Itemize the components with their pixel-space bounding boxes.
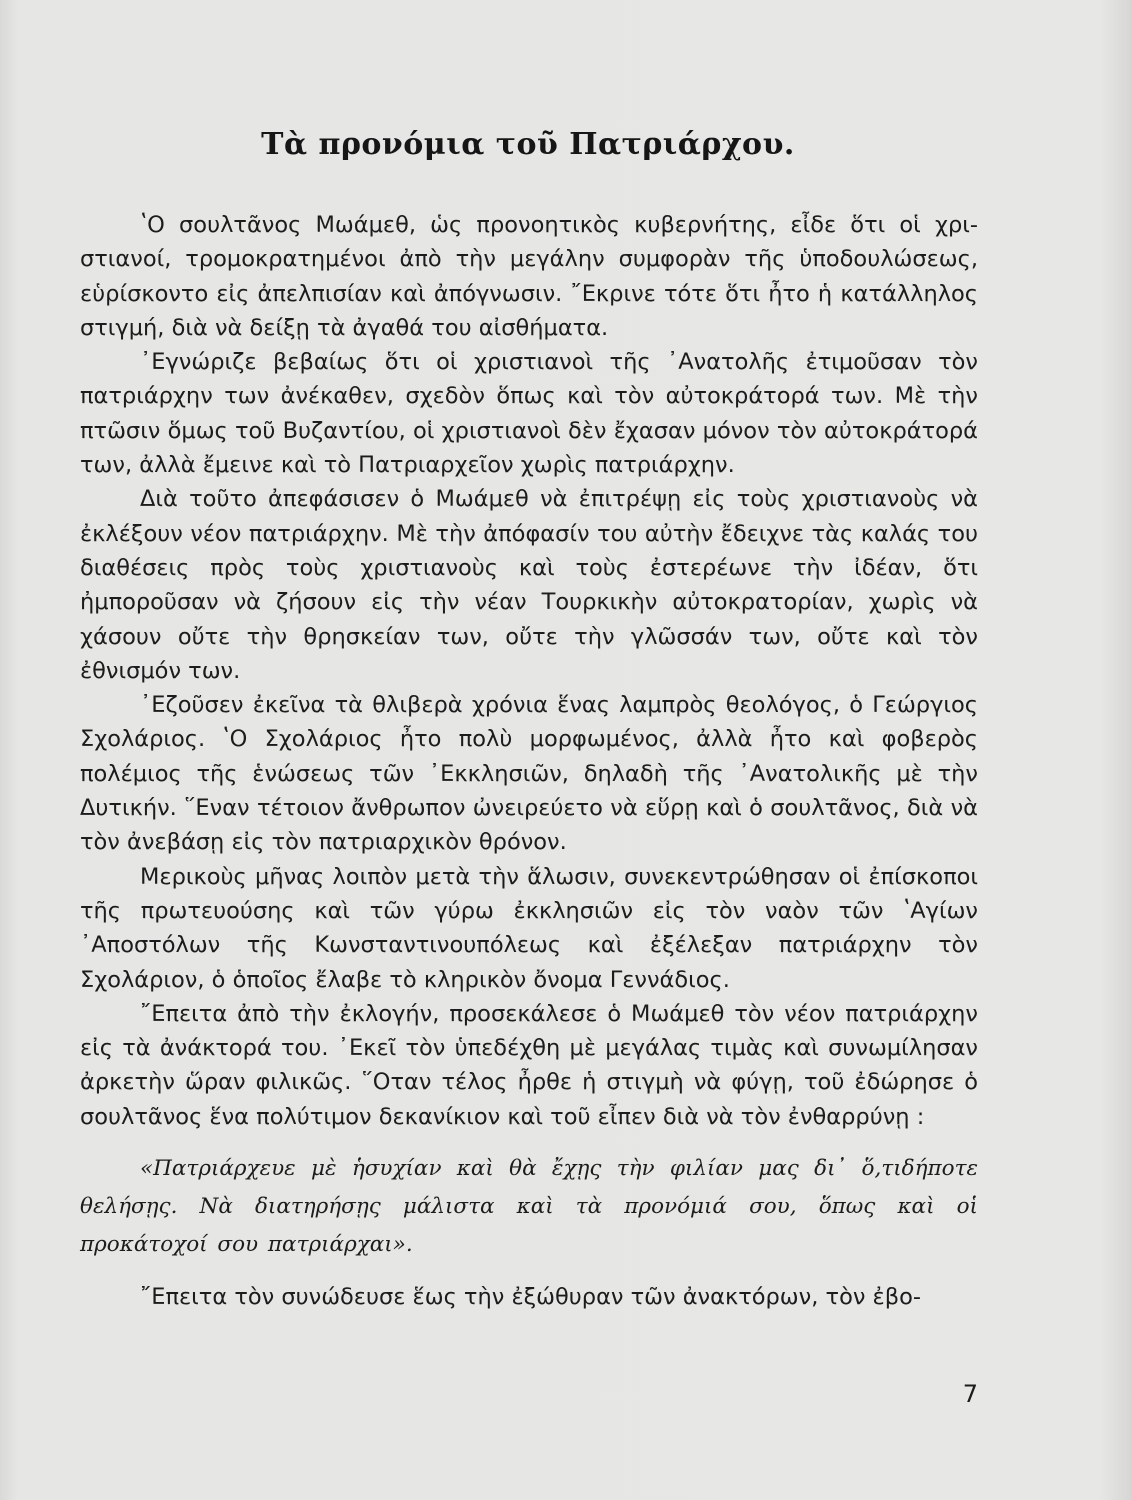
page-number: 7 <box>962 1380 978 1408</box>
sultan-quote: «Πατριάρχευε μὲ ἡσυχίαν καὶ θὰ ἔχῃς τὴν φιλίαν μας δι᾿ ὅ,τιδήποτε θελήσῃς. Νὰ διατηρήσῃς μάλιστα καὶ τὰ προνόμιά σου, ὅπως καὶ οἱ προκάτοχοί σου πατριάρχαι». <box>80 1156 978 1258</box>
paragraph-1: ʽΟ σουλτᾶνος Μωάμεθ, ὡς προνοητικὸς κυβερνήτης, εἶδε ὅτι οἱ χριστιανοί, τρομοκρατημένοι ἀπὸ τὴν μεγάλην συμφορὰν τῆς ὑποδουλώσεως, εὑρίσκοντο εἰς ἀπελπισίαν καὶ ἀπόγνωσιν. ῎Εκρινε τότε ὅτι ἦτο ἡ κατάλληλος στιγμή, διὰ νὰ δείξῃ τὰ ἀγαθά του αἰσθήματα. <box>80 212 978 341</box>
page-title: Τὰ προνόμια τοῦ Πατριάρχου. <box>261 127 795 162</box>
paragraph-5: Μερικοὺς μῆνας λοιπὸν μετὰ τὴν ἅλωσιν, συνεκεντρώθησαν οἱ ἐπίσκοποι τῆς πρωτευούσης καὶ τῶν γύρω ἐκκλησιῶν εἰς τὸν ναὸν τῶν ʽΑγίων ᾿Αποστόλων τῆς Κωνσταντινουπόλεως καὶ ἐξέλεξαν πατριάρχην τὸν Σχολάριον, ὁ ὁποῖος ἔλαβε τὸ κληρικὸν ὄνομα Γεννάδιος. <box>80 863 978 993</box>
paragraph-2: ᾿Εγνώριζε βεβαίως ὅτι οἱ χριστιανοὶ τῆς ᾿Ανατολῆς ἐτιμοῦσαν τὸν πατριάρχην των ἀνέκαθεν, σχεδὸν ὅπως καὶ τὸν αὐτοκράτορά των. Μὲ τὴν πτῶσιν ὅμως τοῦ Βυζαντίου, οἱ χριστιανοὶ δὲν ἔχασαν μόνον τὸν αὐτοκράτορά των, ἀλλὰ ἔμεινε καὶ τὸ Πατριαρχεῖον χωρὶς πατριάρχην. <box>80 349 978 479</box>
paragraph-4: ᾿Εζοῦσεν ἐκεῖνα τὰ θλιβερὰ χρόνια ἕνας λαμπρὸς θεολόγος, ὁ Γεώργιος Σχολάριος. ʽΟ Σχολάριος ἦτο πολὺ μορφωμένος, ἀλλὰ ἦτο καὶ φοβερὸς πολέμιος τῆς ἑνώσεως τῶν ᾿Εκκλησιῶν, δηλαδὴ τῆς ᾿Ανατολικῆς μὲ τὴν Δυτικήν. ῞Εναν τέτοιον ἄνθρωπον ὠνειρεύετο νὰ εὕρῃ καὶ ὁ σουλτᾶνος, διὰ νὰ τὸν ἀνεβάσῃ εἰς τὸν πατριαρχικὸν θρόνον. <box>80 692 978 856</box>
paragraph-3: Διὰ τοῦτο ἀπεφάσισεν ὁ Μωάμεθ νὰ ἐπιτρέψῃ εἰς τοὺς χριστιανοὺς νὰ ἐκλέξουν νέον πατριάρχην. Μὲ τὴν ἀπόφασίν του αὐτὴν ἔδειχνε τὰς καλάς του διαθέσεις πρὸς τοὺς χριστιανοὺς καὶ τοὺς ἐστερέωνε τὴν ἰδέαν, ὅτι ἠμποροῦσαν νὰ ζήσουν εἰς τὴν νέαν Τουρκικὴν αὐτοκρατορίαν, χωρὶς νὰ χάσουν οὔτε τὴν θρησκείαν των, οὔτε τὴν γλῶσσάν των, οὔτε καὶ τὸν ἐθνισμόν των. <box>80 486 978 684</box>
body-text <box>80 208 978 1314</box>
paragraph-6: ῎Επειτα ἀπὸ τὴν ἐκλογήν, προσεκάλεσε ὁ Μωάμεθ τὸν νέον πατριάρχην εἰς τὰ ἀνάκτορά του. ᾿Εκεῖ τὸν ὑπεδέχθη μὲ μεγάλας τιμὰς καὶ συνωμίλησαν ἀρκετὴν ὥραν φιλικῶς. ῞Οταν τέλος ἦρθε ἡ στιγμὴ νὰ φύγῃ, τοῦ ἐδώρησε ὁ σουλτᾶνος ἕνα πολύτιμον δεκανίκιον καὶ τοῦ εἶπεν διὰ νὰ τὸν ἐνθαρρύνῃ : <box>80 1000 978 1130</box>
closing-paragraph: ῎Επειτα τὸν συνώδευσε ἕως τὴν ἐξώθυραν τῶν ἀνακτόρων, τὸν ἐβο- <box>140 1284 921 1311</box>
